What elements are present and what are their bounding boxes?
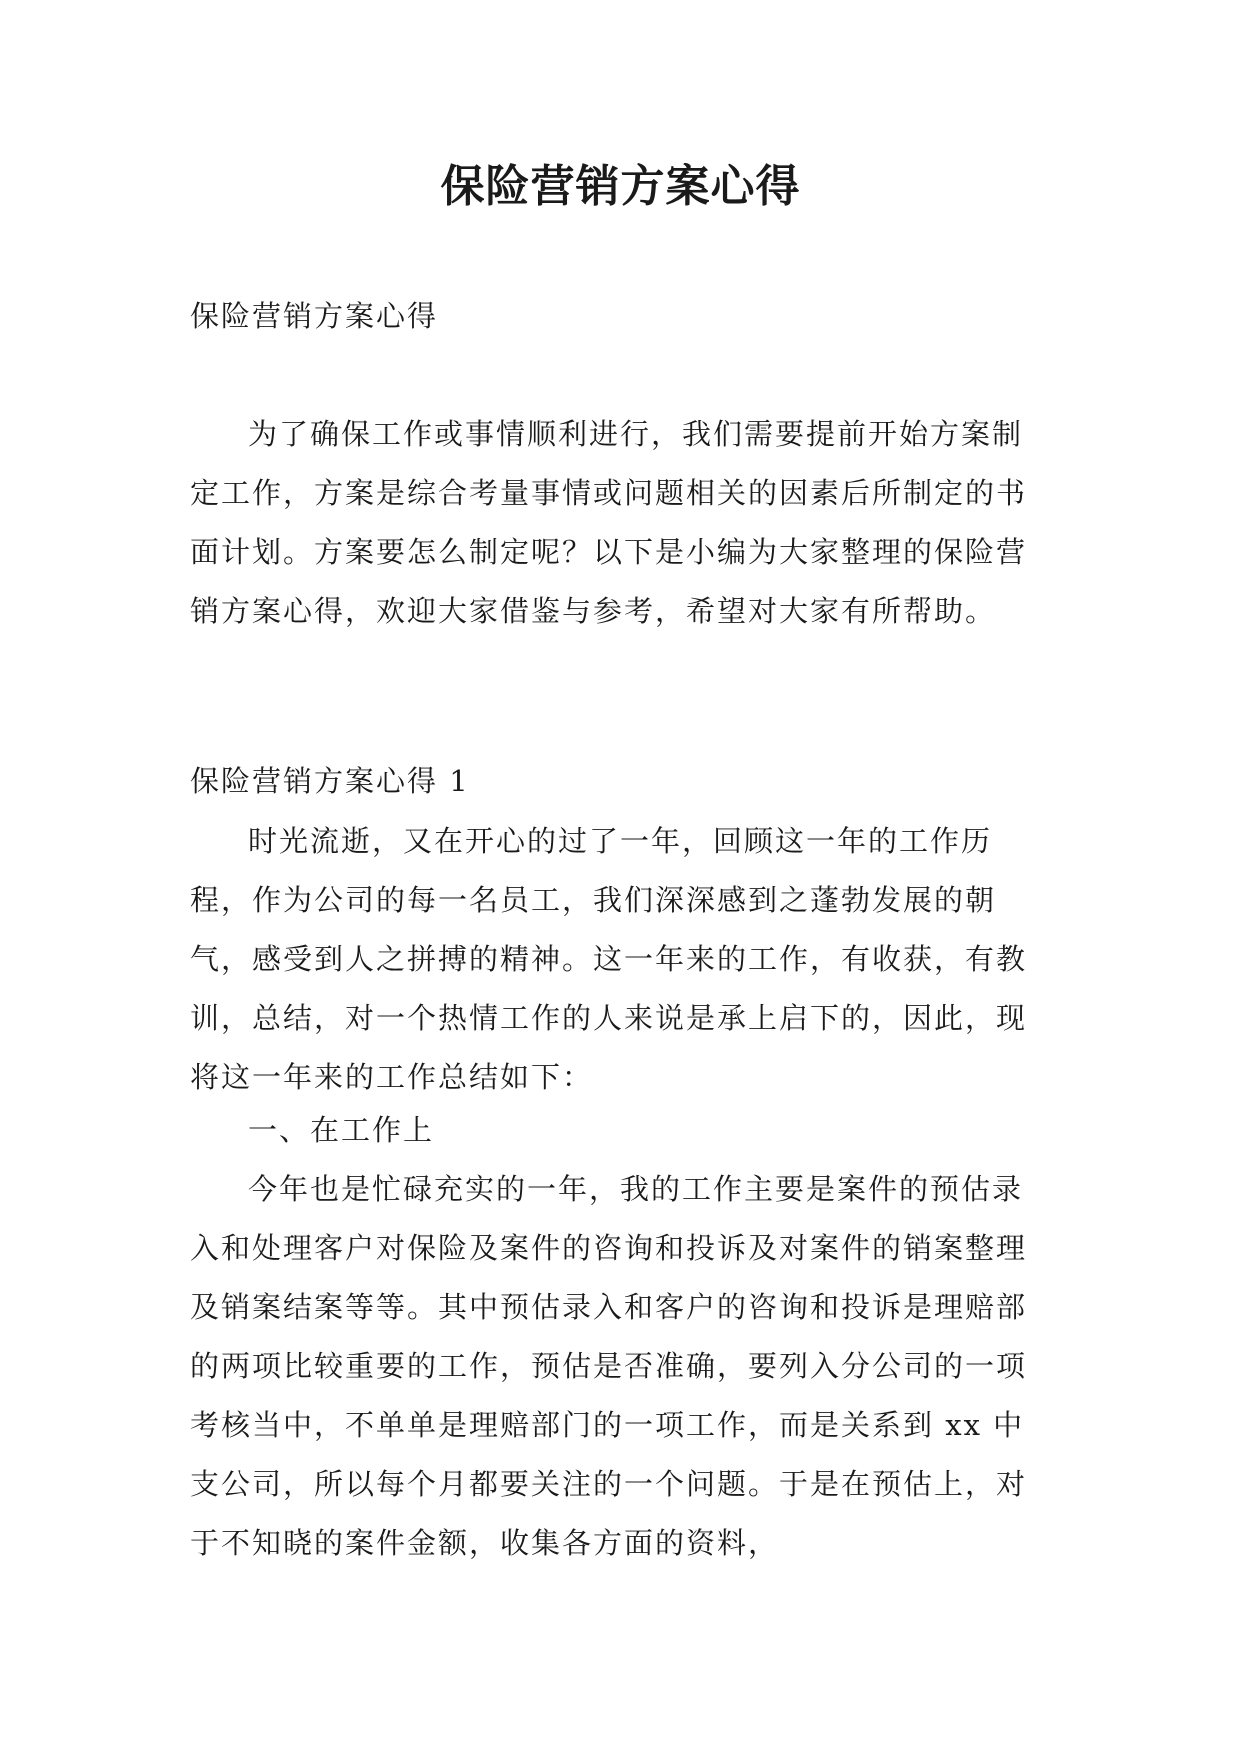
document-subtitle: 保险营销方案心得 bbox=[190, 299, 439, 333]
document-title: 保险营销方案心得 bbox=[440, 161, 801, 212]
intro-paragraph: 为了确保工作或事情顺利进行，我们需要提前开始方案制定工作，方案是综合考量事情或问题相关的因素后所制定的书面计划。方案要怎么制定呢？以下是小编为大家整理的保险营销方案心得，欢迎大家借鉴与参考，希望对大家有所帮助。 bbox=[190, 417, 1028, 628]
work-subheading: 一、在工作上 bbox=[248, 1113, 435, 1147]
section-1-heading: 保险营销方案心得 1 bbox=[190, 764, 470, 798]
section-1-paragraph: 时光流逝，又在开心的过了一年，回顾这一年的工作历程，作为公司的每一名员工，我们深深感到之蓬勃发展的朝气，感受到人之拼搏的精神。这一年来的工作，有收获，有教训，总结，对一个热情工作的人来说是承上启下的，因此，现将这一年来的工作总结如下： bbox=[190, 824, 1028, 1094]
work-paragraph: 今年也是忙碌充实的一年，我的工作主要是案件的预估录入和处理客户对保险及案件的咨询和投诉及对案件的销案整理及销案结案等等。其中预估录入和客户的咨询和投诉是理赔部的两项比较重要的工作，预估是否准确，要列入分公司的一项考核当中，不单单是理赔部门的一项工作，而是关系到 xx 中支公司，所以每个月都要关注的一个问题。于是在预估上，对于不知晓的案件金额，收集各方面的资料， bbox=[190, 1172, 1028, 1560]
